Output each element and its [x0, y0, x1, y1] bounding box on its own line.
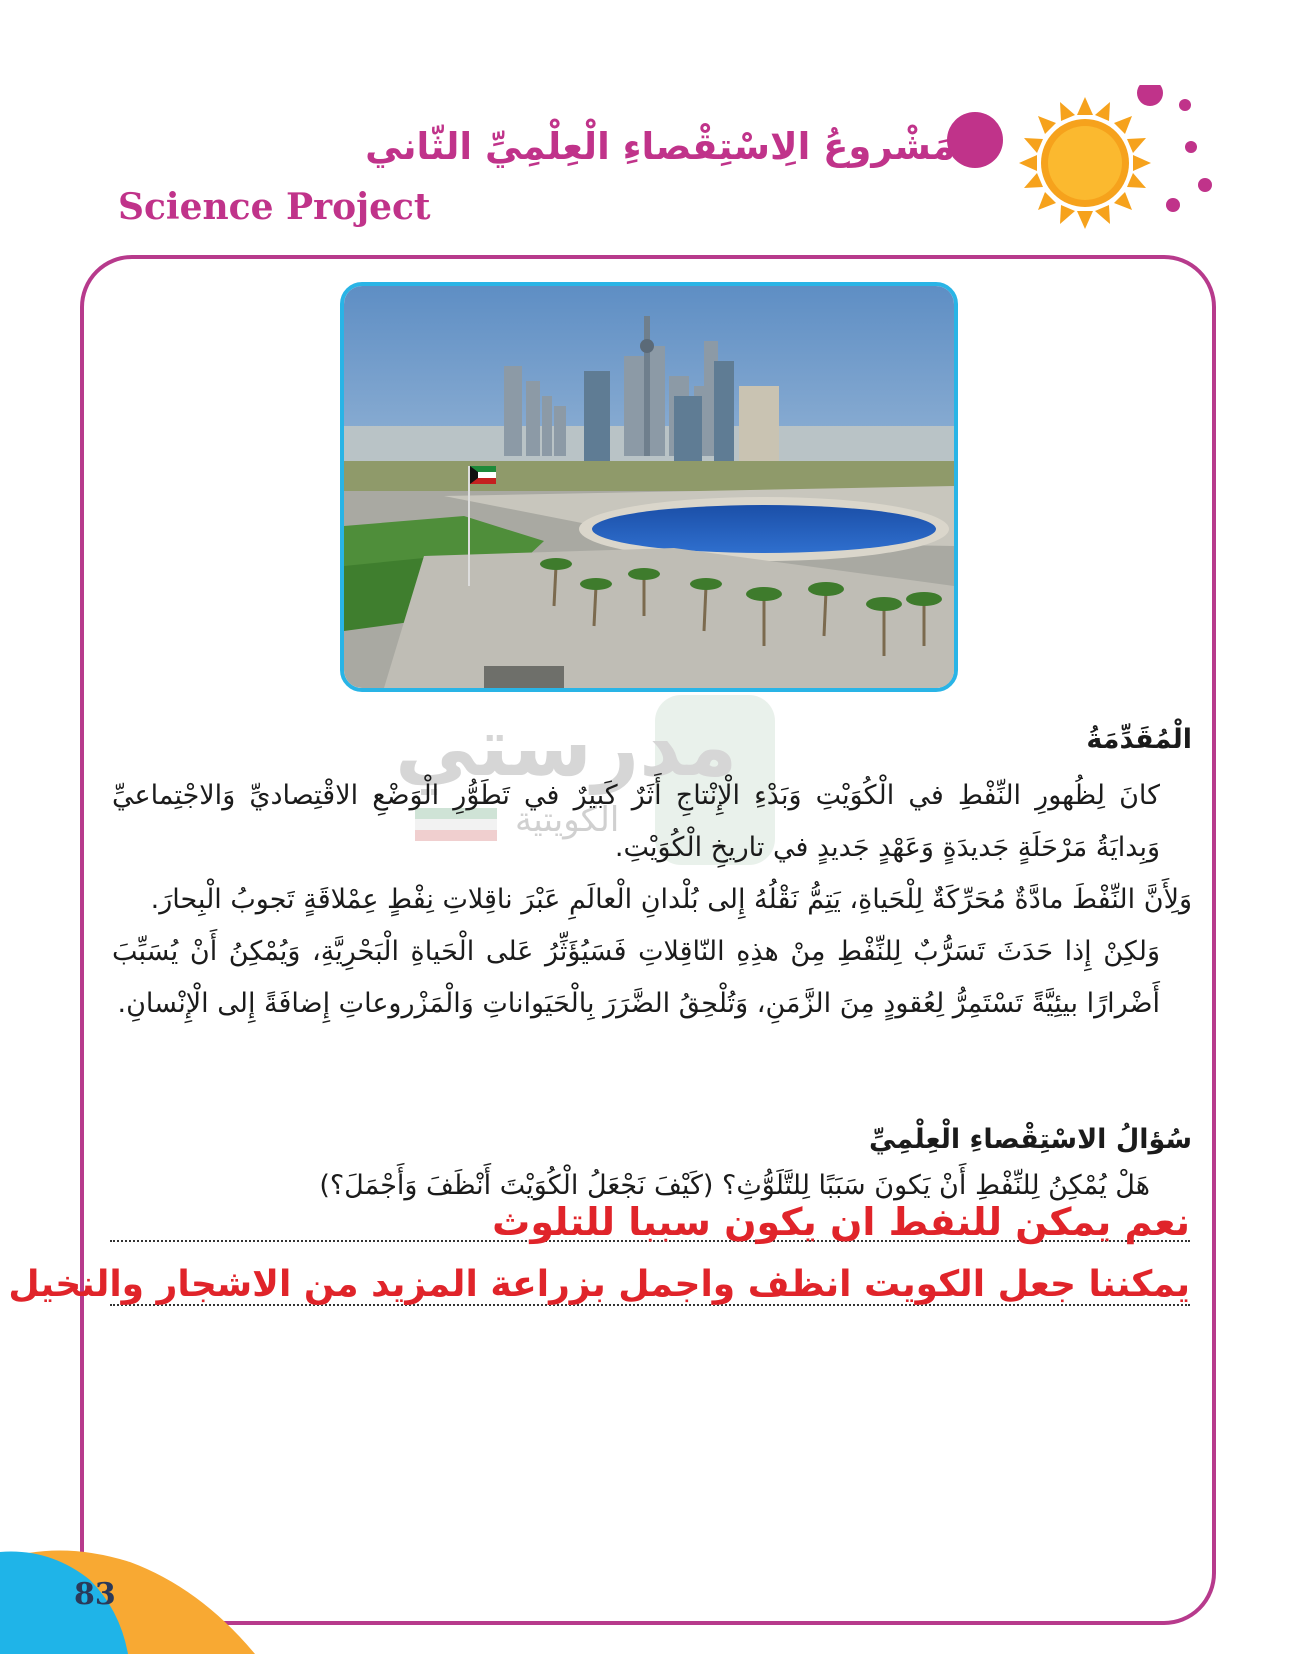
answer-text: نعم يمكن للنفط ان يكون سببا للتلوث: [492, 1200, 1190, 1244]
inquiry-heading: سُؤالُ الاسْتِقْصاءِ الْعِلْمِيِّ: [869, 1124, 1192, 1155]
answer-text: يمكننا جعل الكويت انظف واجمل بزراعة المزيد من الاشجار والنخيل: [8, 1264, 1190, 1305]
watermark-brand: مدرستي: [395, 700, 738, 795]
page-title-english: Science Project: [118, 186, 431, 228]
intro-heading: الْمُقَدِّمَةُ: [1086, 724, 1192, 755]
city-photo: [340, 282, 958, 692]
inquiry-question: هَلْ يُمْكِنُ لِلنِّفْطِ أَنْ يَكونَ سَبَبًا لِلتَّلَوُّثِ؟ (كَيْفَ نَجْعَلُ الْكُوَيْتَ أَنْظَفَ وَأَجْمَلَ؟): [319, 1170, 1150, 1201]
intro-paragraph: وَلِأَنَّ النِّفْطَ مادَّةٌ مُحَرِّكَةٌ لِلْحَياةِ، يَتِمُّ نَقْلُهُ إِلى بُلْدانِ الْعالَمِ عَبْرَ ناقِلاتِ نِفْطٍ عِمْلاقَةٍ تَجوبُ الْبِحارَ.: [150, 884, 1192, 915]
page-title-arabic: مَشْروعُ الِاسْتِقْصاءِ الْعِلْمِيِّ الثّاني: [365, 125, 955, 168]
intro-paragraph: وَلكِنْ إِذا حَدَثَ تَسَرُّبٌ لِلنِّفْطِ مِنْ هذِهِ النّاقِلاتِ فَسَيُؤَثِّرُ عَلى الْحَياةِ الْبَحْرِيَّةِ، وَيُمْكِنُ أَنْ يُسَبِّبَ أَضْرارًا بيئِيَّةً تَسْتَمِرُّ لِعُقودٍ مِنَ الزَّمَنِ، وَتُلْحِقُ الضَّرَرَ بِالْحَيَواناتِ وَالْمَزْروعاتِ إِضافَةً إِلى الْإِنْسانِ.: [112, 936, 1160, 1019]
intro-paragraph: كانَ لِظُهورِ النِّفْطِ في الْكُوَيْتِ وَبَدْءِ الْإِنْتاجِ أَثَرٌ كَبيرٌ في تَطَوُّرِ الْوَضْعِ الاقْتِصاديِّ وَالاجْتِماعيِّ وَبِدايَةُ مَرْحَلَةٍ جَديدَةٍ وَعَهْدٍ جَديدٍ في تاريخِ الْكُوَيْتِ.: [112, 780, 1160, 863]
watermark-subtitle: الكويتية: [515, 800, 620, 840]
page-corner-decoration-icon: [0, 1540, 270, 1654]
sun-decoration-icon: [985, 85, 1215, 235]
page-number: 83: [74, 1577, 116, 1612]
intro-body: [112, 770, 1192, 1030]
